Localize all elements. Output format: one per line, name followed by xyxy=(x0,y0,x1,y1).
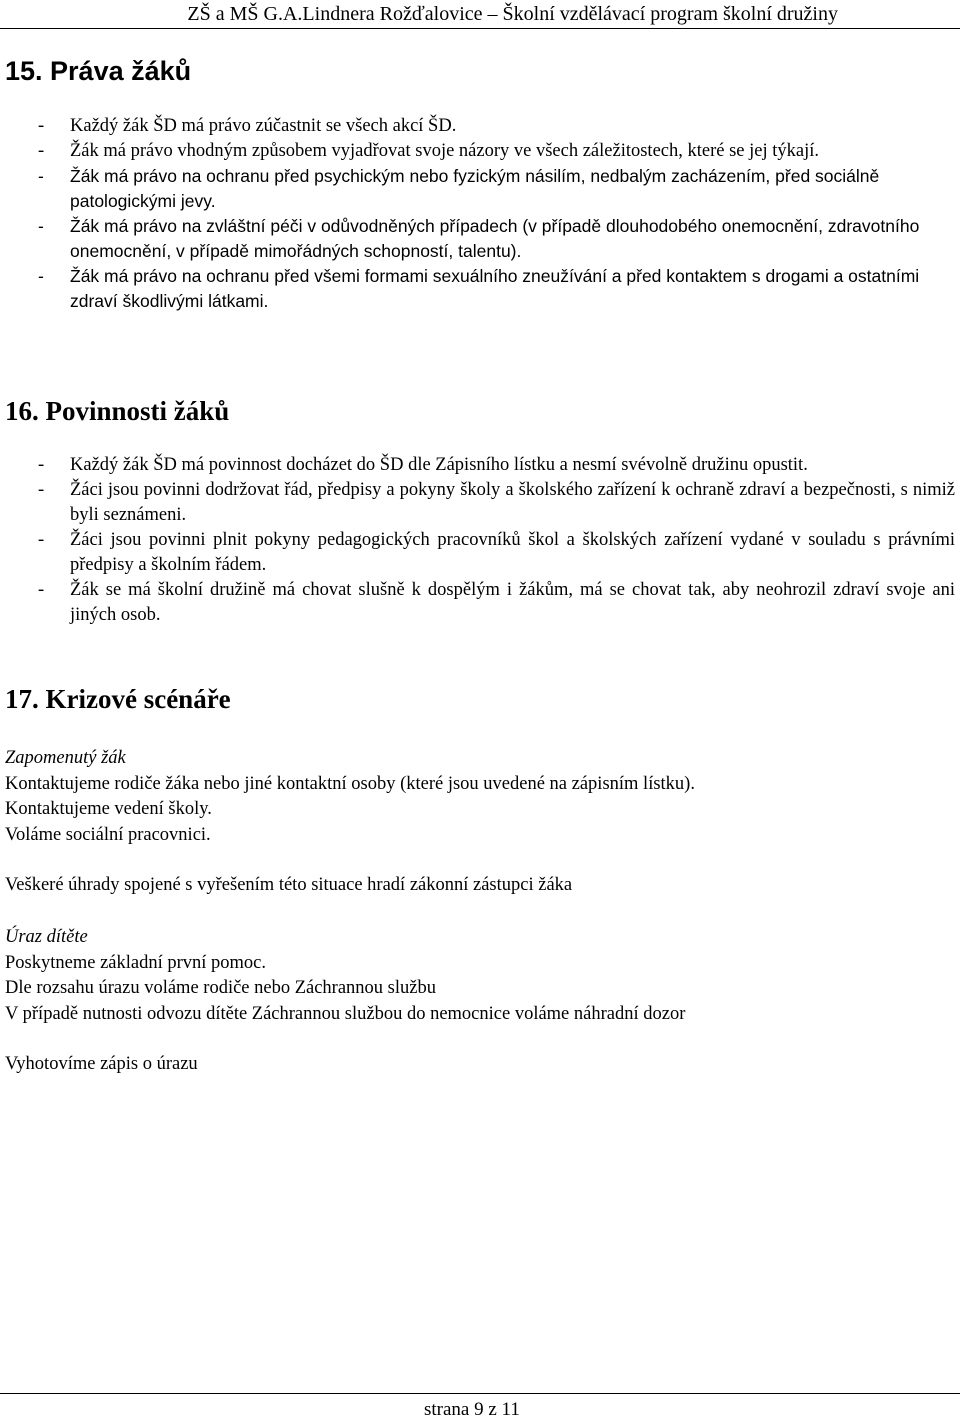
section-15 xyxy=(5,55,955,87)
forgotten-student-block xyxy=(5,746,955,848)
footer-rule xyxy=(0,1393,960,1394)
page-header: ZŠ a MŠ G.A.Lindnera Rožďalovice – Školní vzdělávací program školní družiny xyxy=(187,3,838,25)
section-16-list xyxy=(5,453,955,628)
injury-line: Dle rozsahu úrazu voláme rodiče nebo Záchrannou službu xyxy=(5,978,436,998)
section-15-list-wrap xyxy=(5,114,955,314)
section-16 xyxy=(5,395,955,427)
forgotten-note-block xyxy=(5,873,955,899)
injury-heading: Úraz dítěte xyxy=(5,927,88,947)
header-rule xyxy=(0,28,960,29)
forgotten-line: Kontaktujeme vedení školy. xyxy=(5,799,212,819)
forgotten-line: Voláme sociální pracovnici. xyxy=(5,824,211,845)
injury-note-block xyxy=(5,1052,955,1078)
section-15-title: 15. Práva žáků xyxy=(5,56,192,86)
section-15-list-sans xyxy=(5,164,955,314)
injury-block xyxy=(5,925,955,1027)
list-item: - Žáci jsou povinni dodržovat řád, předpisy a pokyny školy a školského zařízení k ochraně zdraví a bezpečnosti, s nimiž byli seznámeni. xyxy=(5,478,955,528)
section-16-list-wrap xyxy=(5,453,955,628)
injury-line: V případě nutnosti odvozu dítěte Záchrannou službou do nemocnice voláme náhradní dozor xyxy=(5,1003,686,1024)
forgotten-note: Veškeré úhrady spojené s vyřešením této situace hradí zákonní zástupci žáka xyxy=(5,875,573,895)
page-number: strana 9 z 11 xyxy=(424,1399,520,1420)
section-15-list xyxy=(5,114,955,164)
list-item: - Každý žák ŠD má povinnost docházet do ŠD dle Zápisního lístku a nesmí svévolně družinu opustit. xyxy=(5,453,955,478)
section-17-title: 17. Krizové scénáře xyxy=(5,684,231,714)
list-item: - Žáci jsou povinni plnit pokyny pedagogických pracovníků škol a školských zařízení vydané v souladu s právními předpisy a školním řádem. xyxy=(5,528,955,578)
list-item: - Žák má právo vhodným způsobem vyjadřovat svoje názory ve všech záležitostech, které se jej týkají. xyxy=(5,139,955,164)
forgotten-line: Kontaktujeme rodiče žáka nebo jiné kontaktní osoby (které jsou uvedené na zápisním lístku). xyxy=(5,773,695,794)
injury-line: Poskytneme základní první pomoc. xyxy=(5,952,267,973)
injury-note: Vyhotovíme zápis o úrazu xyxy=(5,1054,198,1074)
list-item: - Žák má právo na ochranu před psychickým nebo fyzickým násilím, nedbalým zacházením, před sociálně patologickými jevy. xyxy=(5,164,955,214)
section-17 xyxy=(5,683,955,715)
list-item: - Každý žák ŠD má právo zúčastnit se všech akcí ŠD. xyxy=(5,114,955,139)
list-item: - Žák má právo na ochranu před všemi formami sexuálního zneužívání a před kontaktem s drogami a ostatními zdraví škodlivými látkami. xyxy=(5,264,955,314)
forgotten-student-heading: Zapomenutý žák xyxy=(5,748,126,768)
list-item: - Žák má právo na zvláštní péči v odůvodněných případech (v případě dlouhodobého onemocnění, zdravotního onemocnění, v případě mimořádných schopností, talentu). xyxy=(5,214,955,264)
section-16-title: 16. Povinnosti žáků xyxy=(5,396,230,426)
list-item: - Žák se má školní družině má chovat slušně k dospělým i žákům, má se chovat tak, aby neohrozil zdraví svoje ani jiných osob. xyxy=(5,578,955,628)
